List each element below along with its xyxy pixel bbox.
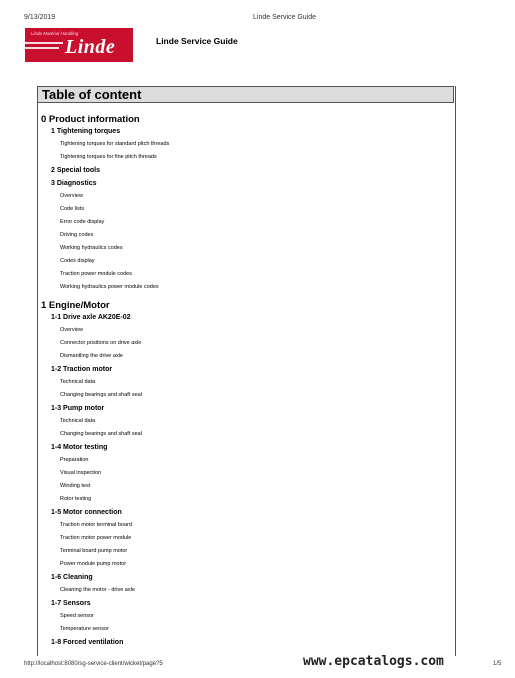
toc-chapter-link[interactable]: 1-5 Motor connection: [51, 509, 122, 516]
toc-topic-link[interactable]: Dismantling the drive axle: [60, 353, 123, 359]
toc-chapter-link[interactable]: 1-4 Motor testing: [51, 444, 108, 451]
toc-chapter-link[interactable]: 1-6 Cleaning: [51, 574, 93, 581]
toc-topic-link[interactable]: Visual inspection: [60, 470, 102, 476]
logo-small-text: Linde Material Handling: [31, 31, 79, 36]
toc-topic-link[interactable]: Error code display: [60, 219, 105, 225]
guide-title: Linde Service Guide: [156, 36, 238, 46]
toc-chapter-link[interactable]: 1-8 Forced ventilation: [51, 639, 124, 646]
toc-topic-link[interactable]: Winding test: [60, 483, 91, 489]
toc-topic-link[interactable]: Code lists: [60, 206, 85, 212]
toc-topic-link[interactable]: Overview: [60, 193, 83, 199]
toc-topic-link[interactable]: Driving codes: [60, 232, 94, 238]
toc-chapter-link[interactable]: 1-2 Traction motor: [51, 366, 113, 373]
toc-topic-link[interactable]: Tightening torques for standard pitch threads: [60, 141, 170, 147]
footer-url[interactable]: http://localhost:8080/sg-service-client/wicket/page?5: [24, 661, 163, 667]
toc-section-link[interactable]: 0 Product information: [41, 114, 140, 125]
toc-topic-link[interactable]: Traction motor terminal board: [60, 522, 132, 528]
toc-section-link[interactable]: 1 Engine/Motor: [41, 300, 110, 311]
logo-stripe: [25, 42, 63, 44]
toc-topic-link[interactable]: Temperature sensor: [60, 626, 109, 632]
table-of-contents: [37, 86, 456, 656]
toc-topic-link[interactable]: Technical data: [60, 418, 96, 424]
toc-topic-link[interactable]: Preparation: [60, 457, 89, 463]
logo-stripe: [25, 47, 59, 49]
toc-chapter-link[interactable]: 2 Special tools: [51, 167, 101, 174]
toc-header: [37, 86, 454, 103]
toc-topic-link[interactable]: Codes display: [60, 258, 95, 264]
toc-chapter-link[interactable]: 1-7 Sensors: [51, 600, 91, 607]
toc-topic-link[interactable]: Power module pump motor: [60, 561, 127, 567]
toc-topic-link[interactable]: Connector positions on drive axle: [60, 340, 142, 346]
toc-topic-link[interactable]: Technical data: [60, 379, 96, 385]
toc-topic-link[interactable]: Speed sensor: [60, 613, 94, 619]
toc-topic-link[interactable]: Traction motor power module: [60, 535, 132, 541]
toc-topic-link[interactable]: Rotor testing: [60, 496, 92, 502]
toc-chapter-link[interactable]: 3 Diagnostics: [51, 180, 97, 187]
logo-wordmark: Linde: [65, 36, 116, 58]
header-title: Linde Service Guide: [253, 14, 317, 21]
page-number: 1/5: [493, 661, 502, 667]
toc-topic-link[interactable]: Working hydraulics power module codes: [60, 284, 159, 290]
toc-topic-link[interactable]: Terminal board pump motor: [60, 548, 128, 554]
toc-topic-link[interactable]: Tightening torques for fine pitch threads: [60, 154, 157, 160]
toc-topic-link[interactable]: Overview: [60, 327, 83, 333]
watermark: www.epcatalogs.com: [303, 654, 444, 669]
toc-chapter-link[interactable]: 1-1 Drive axle AK20E-02: [51, 314, 131, 321]
header-date: 9/13/2019: [24, 14, 56, 21]
toc-heading: Table of content: [42, 87, 142, 102]
toc-topic-link[interactable]: Changing bearings and shaft seal: [60, 431, 142, 437]
linde-logo: [25, 28, 133, 62]
toc-topic-link[interactable]: Working hydraulics codes: [60, 245, 123, 251]
toc-topic-link[interactable]: Traction power module codes: [60, 271, 132, 277]
toc-topic-link[interactable]: Cleaning the motor - drive axle: [60, 587, 135, 593]
toc-topic-link[interactable]: Changing bearings and shaft seal: [60, 392, 142, 398]
toc-chapter-link[interactable]: 1-3 Pump motor: [51, 405, 105, 412]
toc-chapter-link[interactable]: 1 Tightening torques: [51, 128, 121, 135]
